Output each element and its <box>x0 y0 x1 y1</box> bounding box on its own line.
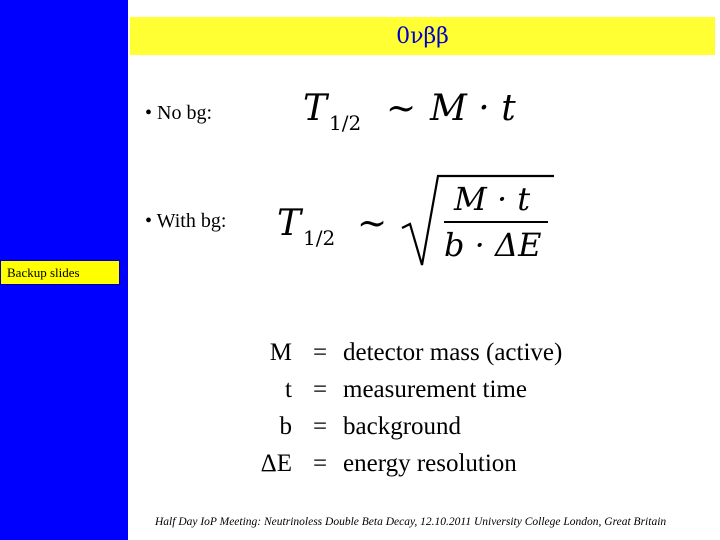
symbol-M: M <box>269 339 292 366</box>
desc-resolution: energy resolution <box>343 450 517 477</box>
title-band <box>130 17 715 55</box>
slide-title: 0νββ <box>396 24 449 49</box>
equals-2: = <box>313 376 328 403</box>
backup-slides-label[interactable] <box>0 260 120 285</box>
bullet-with-bg: • With bg: <box>145 210 227 232</box>
footer-text: Half Day IoP Meeting: Neutrinoless Double Beta Decay, 12.10.2011 University College London, Great Britain <box>155 516 667 528</box>
eq2-rel: ~ <box>357 203 388 244</box>
desc-mass: detector mass (active) <box>343 339 563 366</box>
eq1-lhs: T <box>303 88 328 129</box>
eq2-denominator: b · ΔE <box>444 226 542 264</box>
symbol-t: t <box>285 376 292 403</box>
eq2-lhs: T <box>277 203 302 244</box>
desc-background: background <box>343 413 462 440</box>
eq1-rel: ~ <box>386 88 417 129</box>
equation-no-bg <box>298 82 523 137</box>
eq1-sub: 1/2 <box>329 111 362 135</box>
desc-time: measurement time <box>343 376 527 403</box>
backup-slides-text: Backup slides <box>7 265 80 280</box>
equals-1: = <box>313 339 328 366</box>
equation-with-bg <box>272 170 557 270</box>
definition-equals <box>313 334 327 482</box>
definition-symbols <box>250 334 292 482</box>
symbol-deltaE: ΔE <box>260 450 292 477</box>
bullet-no-bg: • No bg: <box>145 102 213 124</box>
equals-3: = <box>313 413 328 440</box>
eq2-numerator: M · t <box>454 180 531 218</box>
definition-descriptions <box>343 334 562 482</box>
eq2-sub: 1/2 <box>303 226 336 250</box>
equals-4: = <box>313 450 328 477</box>
symbol-b: b <box>279 413 292 440</box>
eq1-rhs: M · t <box>430 88 516 129</box>
